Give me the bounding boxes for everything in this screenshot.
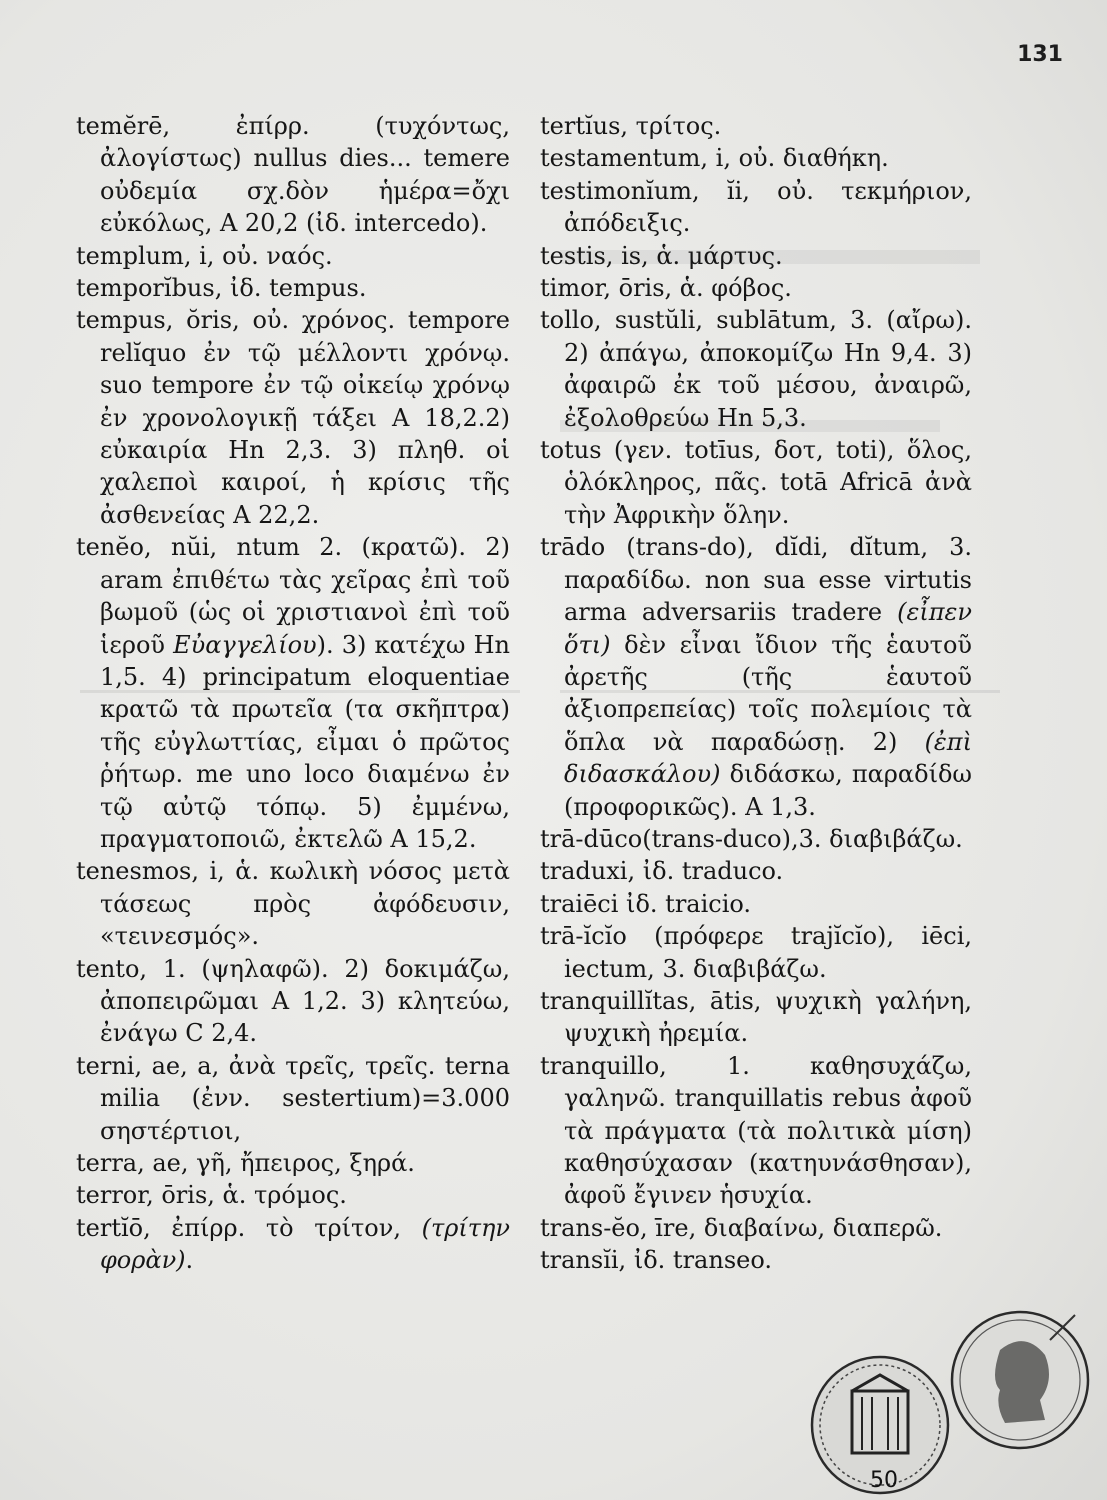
entry-definition: ĭi, οὐ. τεκμήριον, ἀπόδειξις. [564, 176, 972, 238]
headword: trā-ĭcĭo [540, 922, 627, 951]
headword: temporĭbus, [76, 274, 223, 303]
entry-definition: i, οὐ. διαθήκη. [708, 144, 889, 173]
headword: testamentum, [540, 144, 709, 173]
entry-definition: ἰδ. traicio. [618, 889, 752, 918]
headword: tranquillo, [540, 1051, 667, 1080]
entry-italic-note: Εὐαγγελίου [173, 630, 317, 659]
dictionary-entry [540, 1212, 972, 1244]
entry-definition: ātis, ψυχικὴ γαλήνη, ψυχικὴ ἠρεμία. [564, 986, 972, 1048]
entry-definition-continued: . [185, 1246, 194, 1275]
dictionary-entry [540, 531, 972, 823]
dictionary-entry [76, 304, 510, 531]
entry-definition: ἰδ. transeo. [626, 1246, 772, 1275]
headword: templum, [76, 241, 192, 270]
headword: trā-dūco [540, 824, 643, 853]
headword: tertĭus, [540, 112, 629, 140]
entry-definition: ōris, ἁ. τρόμος. [153, 1181, 347, 1210]
headword: terra, [76, 1149, 145, 1177]
dictionary-entry [540, 985, 972, 1050]
dictionary-entry [76, 272, 510, 304]
dictionary-entry [76, 1179, 510, 1211]
entry-definition: ŏris, οὐ. χρόνος. tempore relĭquo ἐν τῷ μέλλοντι χρόνῳ. suo tempore ἐν τῷ οἰκείῳ χρόνῳ ἐν χρονολογικῇ τάξει A 18,2.2) εὐκαιρία Hn 2,3. 3) πληθ. οἱ χαλεποὶ καιροί, ἡ κρίσις τῆς ἀσθενείας A 22,2. [100, 306, 510, 529]
headword: tertĭō, [76, 1213, 151, 1242]
dictionary-entry [76, 531, 510, 855]
dictionary-entry [76, 1050, 510, 1147]
headword: tempus, [76, 306, 174, 335]
headword: tenĕo, [76, 533, 152, 562]
dictionary-entry [540, 1244, 972, 1276]
dictionary-entry [540, 142, 972, 174]
entry-definition: ἰδ. tempus. [222, 274, 367, 303]
dictionary-entry [540, 272, 972, 304]
entry-italic-note: (τρίτην φορὰν) [100, 1213, 510, 1275]
left-column [76, 110, 510, 1277]
dictionary-entry [540, 240, 972, 272]
headword: terni, [76, 1051, 143, 1080]
headword: temĕrē, [76, 112, 171, 140]
entry-definition: ae, γῆ, ἤπειρος, ξηρά. [144, 1149, 415, 1177]
entry-definition-continued: ). 3) κατέχω Hn 1,5. 4) principatum eloquentiae κρατῶ τὰ πρωτεῖα (τα σκῆπτρα) τῆς εὐγλωττίας, εἶμαι ὁ πρῶτος ῥήτωρ. me uno loco διαμένω ἐν τῷ αὐτῷ τόπῳ. 5) ἐμμένω, πραγματοποιῶ, ἐκτελῶ A 15,2. [100, 630, 510, 853]
coin-stamp-illustration [800, 1305, 1100, 1500]
coin-portrait-icon [952, 1312, 1088, 1448]
headword: tollo, [540, 306, 602, 335]
headword: trans-ĕo, [540, 1213, 648, 1242]
dictionary-entry [540, 175, 972, 240]
entry-italic-note: (ἐπὶ διδασκάλου) [564, 727, 972, 789]
headword: traiēci [540, 889, 619, 918]
dictionary-entry [540, 304, 972, 434]
entry-definition: (πρόφερε trajĭcĭo), iēci, iectum, 3. διαβιβάζω. [564, 922, 972, 983]
entry-definition: i, ἁ. κωλικὴ νόσος μετὰ τάσεως πρὸς ἀφόδευσιν, «τεινεσμός». [100, 857, 510, 951]
entry-definition: (trans-do), dĭdi, dĭtum, 3. παραδίδω. non sua esse virtutis arma adversariis tradere [564, 533, 972, 627]
dictionary-entry [540, 855, 972, 887]
dictionary-entry [76, 855, 510, 952]
dictionary-entry [540, 823, 972, 855]
headword: trādo [540, 533, 606, 562]
entry-definition: īre, διαβαίνω, διαπερῶ. [647, 1213, 943, 1242]
dictionary-entry [540, 110, 972, 142]
entry-definition: ἐπίρρ. (τυχόντως, ἀλογίστως) nullus dies... temere οὐδεμία σχ.δὸν ἡμέρα=ὄχι εὐκόλως, A 20,2 (ἰδ. intercedo). [100, 112, 510, 238]
dictionary-entry [540, 434, 972, 531]
entry-definition-continued: δὲν εἶναι ἴδιον τῆς ἑαυτοῦ ἀρετῆς (τῆς ἑαυτοῦ ἀξιοπρεπείας) τοῖς πολεμίοις τὰ ὅπλα νὰ παραδώσῃ. 2) [564, 630, 972, 756]
headword: tranquillĭtas, [540, 986, 697, 1015]
headword: transĭi, [540, 1246, 627, 1275]
headword: timor, [540, 274, 611, 303]
entry-definition: i, οὐ. ναός. [191, 241, 333, 270]
entry-definition: τρίτος. [628, 112, 722, 140]
headword: totus [540, 436, 602, 465]
page-number: 131 [1017, 42, 1063, 67]
headword: terror, [76, 1181, 154, 1210]
headword: testis, [540, 241, 614, 270]
headword: tenesmos, [76, 857, 199, 886]
headword: testimonĭum, [540, 176, 700, 205]
entry-definition: nŭi, ntum 2. (κρατῶ). 2) aram ἐπιθέτω τὰς χεῖρας ἐπὶ τοῦ βωμοῦ (ὡς οἱ χριστιανοὶ ἐπὶ τοῦ ἱεροῦ [100, 533, 510, 659]
headword: tento, [76, 954, 148, 983]
dictionary-entry [76, 240, 510, 272]
entry-definition-continued: διδάσκω, παραδίδω (προφορικῶς). A 1,3. [564, 760, 972, 821]
entry-definition: ae, a, ἀνὰ τρεῖς, τρεῖς. terna milia (ἐνν. sestertium)=3.000 σηστέρτιοι, [100, 1051, 510, 1145]
entry-definition: ἰδ. traduco. [635, 857, 784, 886]
dictionary-entry [76, 1147, 510, 1179]
entry-definition: sustŭli, sublātum, 3. (αἴρω). 2) ἀπάγω, ἀποκομίζω Hn 9,4. 3) ἀφαιρῶ ἐκ τοῦ μέσου, ἀναιρῶ, ἐξολοθρεύω Hn 5,3. [564, 306, 972, 432]
entry-definition: ōris, ἁ. φόβος. [611, 274, 792, 303]
dictionary-entry [540, 1050, 972, 1212]
entry-definition: 1. (ψηλαφῶ). 2) δοκιμάζω, ἀποπειρῶμαι A 1,2. 3) κλητεύω, ἐνάγω C 2,4. [100, 954, 510, 1048]
entry-definition: (γεν. totīus, δοτ, toti), ὅλος, ὁλόκληρος, πᾶς. totā Africā ἀνὰ τὴν Ἀφρικὴν ὅλην. [564, 436, 972, 529]
entry-definition: (trans-duco),3. διαβιβάζω. [642, 824, 963, 853]
dictionary-entry [76, 110, 510, 240]
dictionary-entry [540, 888, 972, 920]
entry-definition: 1. καθησυχάζω, γαληνῶ. tranquillatis rebus ἀφοῦ τὰ πράγματα (τὰ πολιτικὰ μίση) καθησύχασαν (κατηυνάσθησαν), ἀφοῦ ἔγινεν ἡσυχία. [564, 1051, 972, 1210]
dictionary-entry [540, 920, 972, 985]
entry-definition: ἐπίρρ. τὸ τρίτον, [150, 1213, 422, 1242]
entry-definition: is, ἁ. μάρτυς. [613, 241, 783, 270]
dictionary-entry [76, 953, 510, 1050]
headword: traduxi, [540, 857, 636, 886]
entry-italic-note: (εἶπεν ὅτι) [564, 598, 972, 659]
right-column [540, 110, 972, 1277]
dictionary-entry [76, 1212, 510, 1277]
coin-reverse-icon [812, 1357, 948, 1493]
stamp-value: 50 [870, 1468, 898, 1493]
